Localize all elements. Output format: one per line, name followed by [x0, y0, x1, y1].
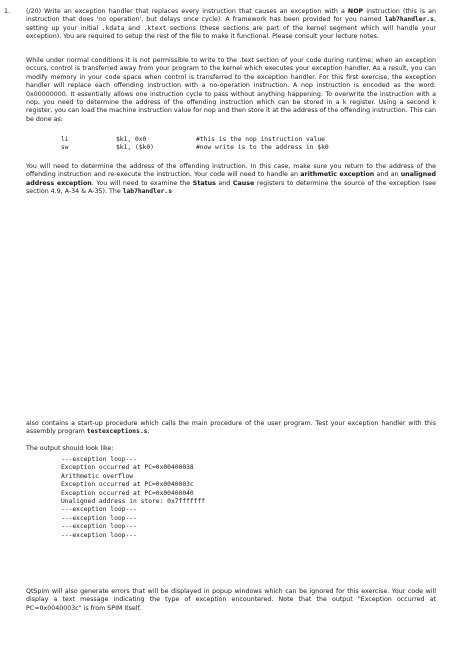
output-line: Exception occurred at PC=0x00400040: [61, 489, 194, 497]
code-comment: #now write is to the address in $k0: [196, 144, 329, 152]
handler-filename: lab7handler.s: [384, 16, 434, 24]
requirements-paragraph: [26, 163, 436, 197]
output-line: ---exception loop---: [61, 531, 137, 539]
req-text-e: registers to determine the source of the exception (see section 4.9, A-34 & A-35). The: [26, 179, 436, 196]
intro-text-b: instruction (this is an instruction that does 'no operation', but delays once cycle). A framework has been provided for you named: [26, 8, 436, 24]
intro-text-d: and: [124, 24, 144, 32]
output-line: ---exception loop---: [61, 514, 137, 522]
unaligned-exception-term: unaligned address exception: [26, 171, 436, 187]
nop-term: NOP: [347, 8, 364, 15]
explanation-paragraph: While under normal conditions it is not permissible to write to the .text section of your code during runtime; when an exception occurs, control is transferred away from your program to the kernel which executes your exception handler. As a result, you can modify memory in your code space when control is transferred to the exception handler. For this first exercise, the exception handler will replace each offending instruction with a no-operation instruction. A nop instruction is encoded as the word: 0x00000000. It essentially allows one instruction cycle to pass without anything happening. To overwrite the instruction with a nop, you need to determine the address of the offending instruction which can be stored in a k register. Using a second k register, you can load the machine instruction value for nop and then store it at the address of the offending instruction. This can be done as:: [26, 57, 436, 123]
output-line: ---exception loop---: [61, 456, 137, 463]
code-op: sw: [61, 144, 69, 152]
output-line: Unaligned address in store: 0x7fffffff: [61, 498, 206, 506]
code-line: [61, 144, 431, 152]
output-line: Exception occurred at PC=0x0040003c: [61, 481, 194, 489]
handler-filename: lab7handler.s: [122, 188, 172, 196]
req-text-a: You will need to determine the address of the offending instruction. In this case, make sure you return to the address of the offending instruction and re-execute the instruction. Your code will need to handle an: [26, 163, 436, 179]
startup-paragraph: [26, 420, 436, 437]
output-intro: The output should look like:: [26, 445, 114, 452]
intro-text-a: (/20) Write an exception handler that replaces every instruction that causes an exception with a: [26, 8, 348, 15]
intro-text-c: , setting up your initial: [26, 16, 436, 32]
req-text-c: . You will need to examine the: [91, 179, 193, 187]
code-op: li: [61, 136, 69, 143]
code-comment: #this is the nop instruction value: [196, 136, 325, 143]
test-filename: testexceptions.s: [86, 428, 148, 436]
output-line: Arithmetic overflow: [61, 472, 134, 480]
question-number: 1.: [4, 8, 11, 15]
status-register-term: Status: [192, 179, 216, 187]
req-text-d: and: [215, 179, 233, 187]
code-args: $k1, 0x0: [116, 136, 147, 143]
cause-register-term: Cause: [232, 179, 255, 187]
code-args: $k1, ($k0): [116, 144, 154, 152]
startup-text-b: .: [147, 428, 150, 436]
expected-output-listing: [61, 456, 205, 540]
startup-text-a: also contains a start-up procedure which calls the main procedure of the user program. Test your exception handler with this assembly program: [26, 420, 436, 436]
intro-paragraph: [26, 8, 436, 42]
req-text-b: and an: [374, 171, 401, 179]
code-line: [61, 136, 431, 144]
nop-code-listing: [61, 136, 431, 153]
output-line: ---exception loop---: [61, 523, 137, 531]
output-line: ---exception loop---: [61, 506, 137, 514]
output-line: Exception occurred at PC=0x00400038: [61, 464, 194, 472]
qtspim-note-paragraph: QtSpim will also generate errors that will be displayed in popup windows which can be ignored for this exercise. Your code will display a text message indicating the type of exception encountered. Note that the output "Exception occurred at PC=0x0040003c" is from SPIM itself.: [26, 588, 436, 612]
ktext-section: .ktext: [143, 24, 167, 32]
intro-text-e: sections (these sections are part of the kernel segment which will handle your exception). You are required to setup the rest of the file to make it functional. Please consult your lecture notes.: [26, 24, 436, 41]
arithmetic-exception-term: arithmetic exception: [300, 171, 375, 179]
page-gap: [0, 280, 453, 415]
kdata-section: .kdata: [101, 24, 125, 32]
